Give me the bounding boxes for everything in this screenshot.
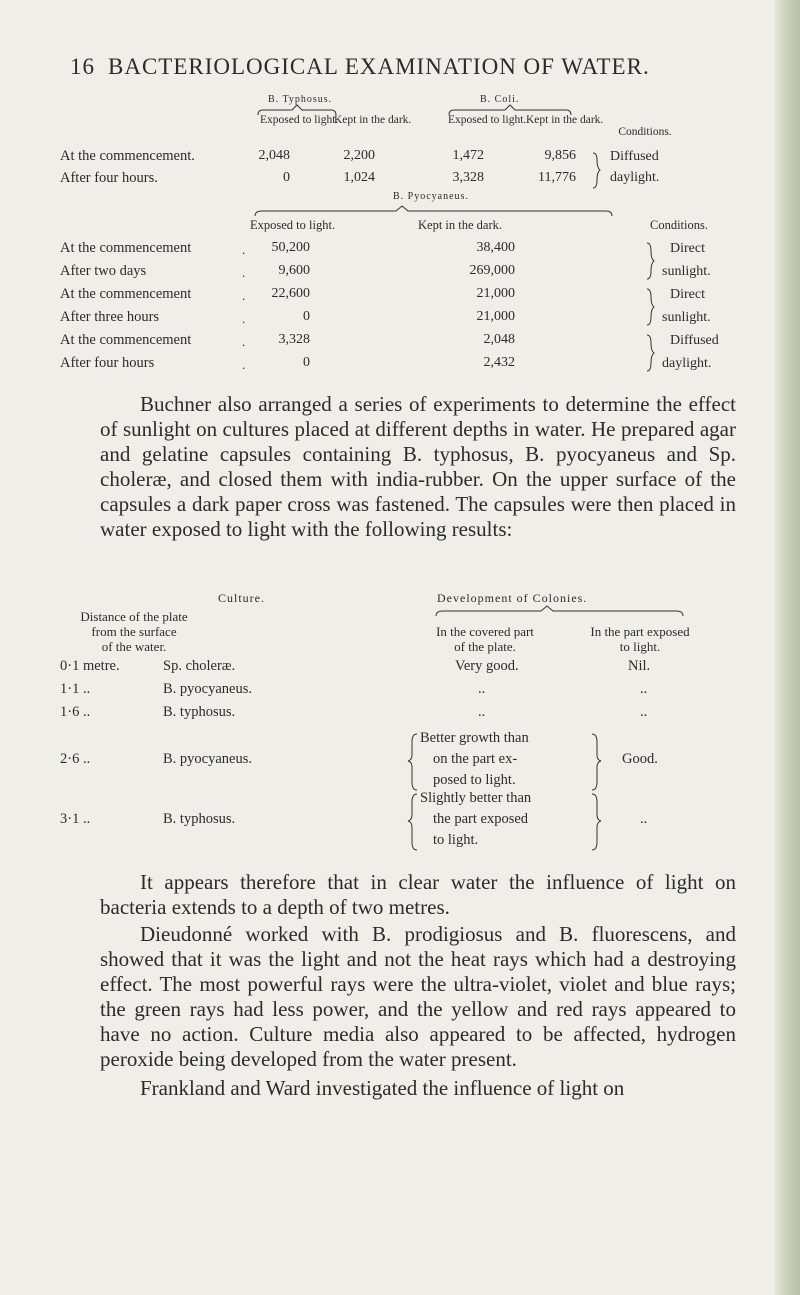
table-cell-distance: 3·1 .. [60,811,91,827]
col-header-covered: of the plate. [454,639,516,654]
table-cell: 1,472 [452,148,484,163]
table-cell: 2,048 [483,332,515,347]
table-cell-covered: on the part ex- [433,751,518,767]
condition-text: sunlight. [662,264,711,279]
table-cell-culture: B. pyocyaneus. [163,751,252,767]
group-label-pyocyaneus: B. Pyocyaneus. [393,191,469,202]
table-cell: 11,776 [538,170,576,185]
table-cell-distance: 1·1 .. [60,681,91,697]
condition-text: daylight. [610,170,660,185]
table-cell: 21,000 [476,286,515,301]
table-cell: 22,600 [271,286,310,301]
table-cell-covered: Slightly better than [420,790,532,806]
leader-dot: . [242,265,246,280]
table-cell: 0 [283,170,290,185]
table-cell: 1,024 [343,170,375,185]
table-cell: 50,200 [271,240,310,255]
table-cell: 2,048 [258,148,290,163]
table-cell: 9,600 [278,263,310,278]
condition-text: Diffused [610,149,659,164]
table-row-label: At the commencement. [60,148,195,164]
condition-text: Direct [670,287,705,302]
group-label-typhosus: B. Typhosus. [268,94,333,105]
leader-dot: . [242,311,246,326]
col-header-distance: of the water. [101,639,167,654]
group-label-coli: B. Coli. [480,94,520,105]
heading-development: Development of Colonies. [437,591,588,605]
table-cell-distance: 1·6 .. [60,704,91,720]
table-row-label: After four hours [60,355,155,371]
table-cell-exposed: .. [640,811,648,827]
table-cell: 0 [303,309,310,324]
table-cell: 0 [303,355,310,370]
col-header-dark: Kept in the dark. [418,218,503,232]
col-header-distance: from the surface [91,624,177,639]
condition-text: sunlight. [662,310,711,325]
page-number: 16 [70,54,95,79]
table-cell: 38,400 [476,240,515,255]
leader-dot: . [242,357,246,372]
paragraph-text: Dieudonné worked with B. prodigiosus and B. fluorescens, and showed that it was the light and not the heat rays which had a destroying effect. The most powerful rays were the ultra-violet, violet and blue rays; the green rays had less power, and the yellow and red rays appeared to have no action. Culture media also appeared to be affected, hydrogen peroxide being developed from the water present. [100,922,736,1071]
table-cell: 21,000 [476,309,515,324]
col-header-conditions: Conditions. [650,218,708,232]
table-cell-covered: Better growth than [420,730,529,746]
paragraph-text: Frankland and Ward investigated the influence of light on [140,1076,625,1100]
paragraph-text: It appears therefore that in clear water the influence of light on bacteria extends to a depth of two metres. [100,870,736,919]
col-header-covered: In the covered part [436,624,534,639]
heading-culture: Culture. [218,591,265,605]
table-row-label: After two days [60,263,147,279]
body-paragraph [100,1076,736,1101]
table-cell: 3,328 [278,332,310,347]
table-cell-culture: B. typhosus. [163,811,236,827]
paragraph-text: Buchner also arranged a series of experiments to determine the effect of sunlight on cultures placed at different depths in water. He prepared agar and gelatine capsules containing B. typhosus, B. pyocyaneus and Sp. choleræ, and closed them with india-rubber. On the upper surface of the capsules a dark paper cross was fastened. The capsules were then placed in water exposed to light with the following results: [100,392,736,541]
table-cell: 2,432 [483,355,515,370]
leader-dot: . [242,242,246,257]
running-title: BACTERIOLOGICAL EXAMINATION OF WATER. [108,54,650,79]
table-cell-covered: posed to light. [433,772,516,788]
leader-dot: . [242,288,246,303]
table-cell-exposed: Nil. [628,658,651,674]
table-row-label: After three hours [60,309,160,325]
table-cell-culture: Sp. choleræ. [163,658,236,674]
table-row-label: After four hours. [60,170,158,186]
col-header-coli-exposed: Exposed to light. [448,114,527,126]
col-header-coli-dark: Kept in the dark. [526,114,604,126]
col-header-exposed: Exposed to light. [250,218,336,232]
table-cell-covered: Very good. [455,658,519,674]
body-paragraph [100,922,736,1072]
condition-text: Diffused [670,333,719,348]
table-cell-exposed: .. [640,704,648,720]
col-header-typhosus-dark: Kept in the dark. [334,114,412,126]
col-header-typhosus-exposed: Exposed to light. [260,114,339,126]
table-cell-covered: the part exposed [433,811,529,827]
col-header-distance: Distance of the plate [80,609,188,624]
col-header-conditions: Conditions. [618,126,672,138]
table-cell-culture: B. pyocyaneus. [163,681,252,697]
table-row-label: At the commencement [60,240,192,256]
col-header-exposed: to light. [619,639,661,654]
table-cell-covered: .. [478,681,486,697]
leader-dot: . [242,334,246,349]
table-cell: 269,000 [469,263,515,278]
table-row-label: At the commencement [60,332,192,348]
table-cell-covered: to light. [433,832,479,848]
body-paragraph [100,870,736,920]
table-cell-culture: B. typhosus. [163,704,236,720]
table-row-label: At the commencement [60,286,192,302]
table-cell-exposed: Good. [622,751,658,767]
table-cell: 2,200 [343,148,375,163]
table-cell-distance: 0·1 metre. [60,658,120,674]
table-cell: 9,856 [544,148,576,163]
condition-text: Direct [670,241,705,256]
col-header-exposed: In the part exposed [590,624,690,639]
table-cell-distance: 2·6 .. [60,751,91,767]
table-cell-exposed: .. [640,681,648,697]
condition-text: daylight. [662,356,712,371]
table-cell-covered: .. [478,704,486,720]
table-cell: 3,328 [452,170,484,185]
